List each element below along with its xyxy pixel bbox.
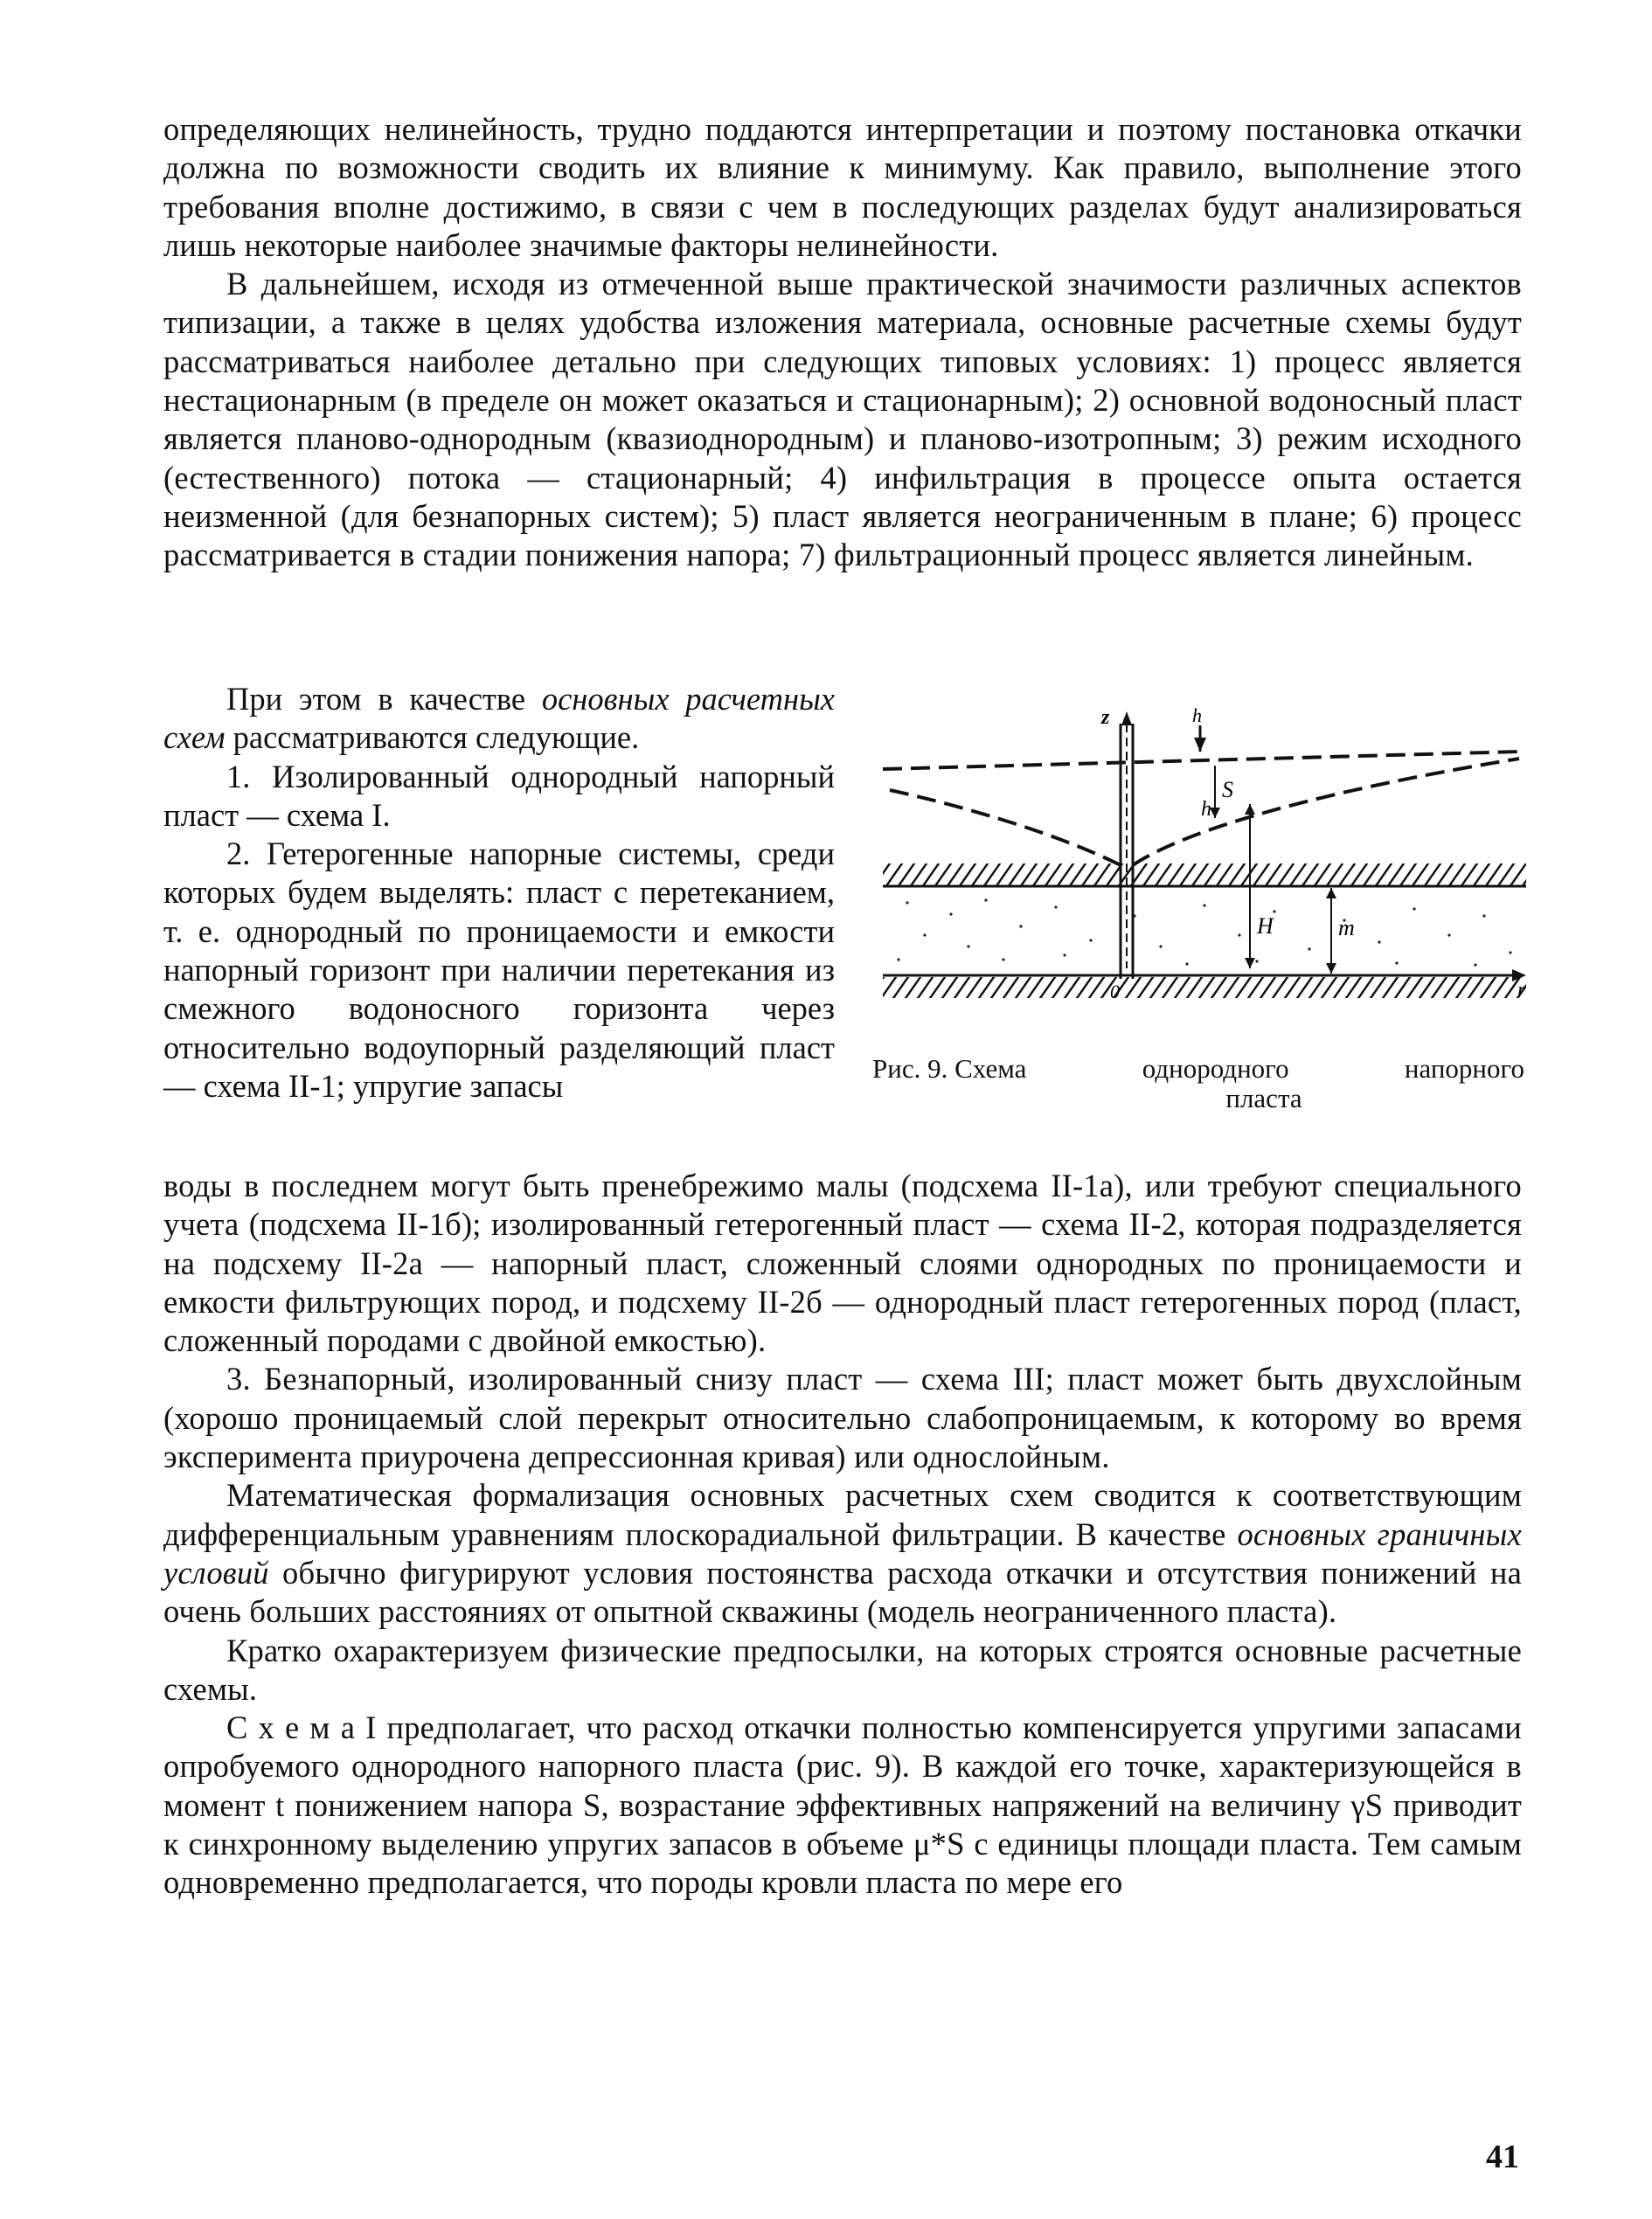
lower-confining-layer xyxy=(883,977,1526,998)
caption-label: Рис. 9. Схема xyxy=(872,1053,1027,1084)
page-number: 41 xyxy=(1486,2139,1519,2175)
label-z: z xyxy=(1101,706,1110,729)
paragraph-scheme-1 xyxy=(163,1709,1522,1902)
list-item-2-head: 2. Гетерогенные напорные системы, среди которых будем выделять: пласт с перетеканием, т. е. однородный по проницаемости и емкости напорный горизонт при наличии перетекания из смежного водоносного горизонта через относительно водоупорный разделяющий пласт — схема II-1; упругие запасы xyxy=(163,836,835,1104)
list-item-1: 1. Изолированный однородный напорный пласт — схема I. xyxy=(163,758,835,833)
label-r: r xyxy=(1517,979,1526,1002)
head-marker-arrow xyxy=(1194,738,1206,752)
label-origin: 0 xyxy=(1110,981,1120,1002)
scheme-lead: С х е м а xyxy=(226,1709,356,1746)
aquifer-dots xyxy=(897,898,1511,966)
m-arrow-head-top xyxy=(1326,888,1336,898)
text-top xyxy=(163,110,1522,575)
h-arrow-head-top xyxy=(1245,804,1255,815)
label-m: m xyxy=(1338,915,1355,940)
paragraph-intro xyxy=(163,680,835,758)
caption-row-1 xyxy=(872,1054,1524,1084)
depression-curve-left xyxy=(890,790,1121,865)
label-H: H xyxy=(1257,913,1274,939)
caption-word-2: однородного xyxy=(1142,1053,1289,1084)
text-bottom xyxy=(163,1167,1522,1903)
caption-row-2: пласта xyxy=(1225,1083,1302,1113)
list-item-3: 3. Безнапорный, изолированный снизу пласт — схема III; пласт может быть двухслойным (хорошо проницаемый слой перекрыт относительно слабопроницаемым, к которому во время эксперимента приурочена депрессионная кривая) или однослойным. xyxy=(163,1361,1522,1475)
intro-emphasis: основных расчетных схем xyxy=(163,681,835,756)
m-arrow-head-bottom xyxy=(1326,963,1336,974)
initial-head-line xyxy=(883,752,1519,769)
depression-curve-right xyxy=(1133,759,1519,865)
intro-text-end: рассматриваются следующие. xyxy=(225,719,640,756)
figure-caption xyxy=(872,1054,1524,1113)
label-s: S xyxy=(1222,777,1233,802)
caption-word-3: напорного xyxy=(1404,1053,1524,1084)
label-h-mid: h xyxy=(1201,798,1211,821)
paragraph-typical-conditions: В дальнейшем, исходя из отмеченной выше практической значимости различных аспектов типизации, а также в целях удобства изложения материала, основные расчетные схемы будут рассматриваться наиболее детально при следующих типовых условиях: 1) процесс является нестационарным (в пределе он может оказаться и стационарным); 2) основной водоносный пласт является планово-однородным (квазиоднородным) и планово-изотропным; 3) режим исходного (естественного) потока — стационарный; 4) инфильтрация в процессе опыта остается неизменной (для безнапорных систем); 5) пласт является неограниченным в плане; 6) процесс рассматривается в стадии понижения напора; 7) фильтрационный процесс является линейным. xyxy=(163,266,1522,573)
scheme-body: I предполагает, что расход откачки полностью компенсируется упругими запасами опробуемого однородного напорного пласта (рис. 9). В каждой его точке, характеризующейся в момент t понижением напора S, возрастание эффективных напряжений на величину γS приводит к синхронному выделению упругих запасов в объеме μ*S с единицы площади пласта. Тем самым одновременно предполагается, что породы кровли пласта по мере его xyxy=(163,1709,1522,1901)
h-arrow-head-bottom xyxy=(1245,958,1255,968)
math-emphasis: основных граничных условий xyxy=(163,1515,1522,1591)
figure-aquifer-scheme xyxy=(872,706,1537,1040)
paragraph-brief: Кратко охарактеризуем физические предпосылки, на которых строятся основные расчетные схемы. xyxy=(163,1632,1522,1707)
list-item-2-tail: воды в последнем могут быть пренебрежимо малы (подсхема II-1а), или требуют специального учета (подсхема II-1б); изолированный гетерогенный пласт — схема II-2, которая подразделяется на подсхему II-2а — напорный пласт, сложенный слоями однородных по проницаемости и емкости фильтрующих пород, и подсхему II-2б — однородный пласт гетерогенных пород (пласт, сложенный породами с двойной емкостью). xyxy=(163,1168,1522,1359)
intro-text: При этом в качестве xyxy=(226,681,542,717)
paragraph-continuation: определяющих нелинейность, трудно поддаются интерпретации и поэтому постановка откачки должна по возможности сводить их влияние к минимуму. Как правило, выполнение этого требования вполне достижимо, в связи с чем в последующих разделах будут анализироваться лишь некоторые наиболее значимые факторы нелинейности. xyxy=(163,111,1522,263)
z-axis-arrow xyxy=(1121,711,1132,725)
paragraph-math xyxy=(163,1476,1522,1631)
math-text-1: Математическая формализация основных расчетных схем сводится к соответствующим дифференциальным уравнениям плоскорадиальной фильтрации. В качестве xyxy=(163,1477,1522,1552)
text-left-column xyxy=(163,680,835,1106)
math-text-2: обычно фигурируют условия постоянства расхода откачки и отсутствия понижений на очень больших расстояниях от опытной скважины (модель неограниченного пласта). xyxy=(163,1554,1522,1630)
upper-confining-layer xyxy=(883,863,1526,886)
label-head-top: h xyxy=(1192,706,1202,726)
